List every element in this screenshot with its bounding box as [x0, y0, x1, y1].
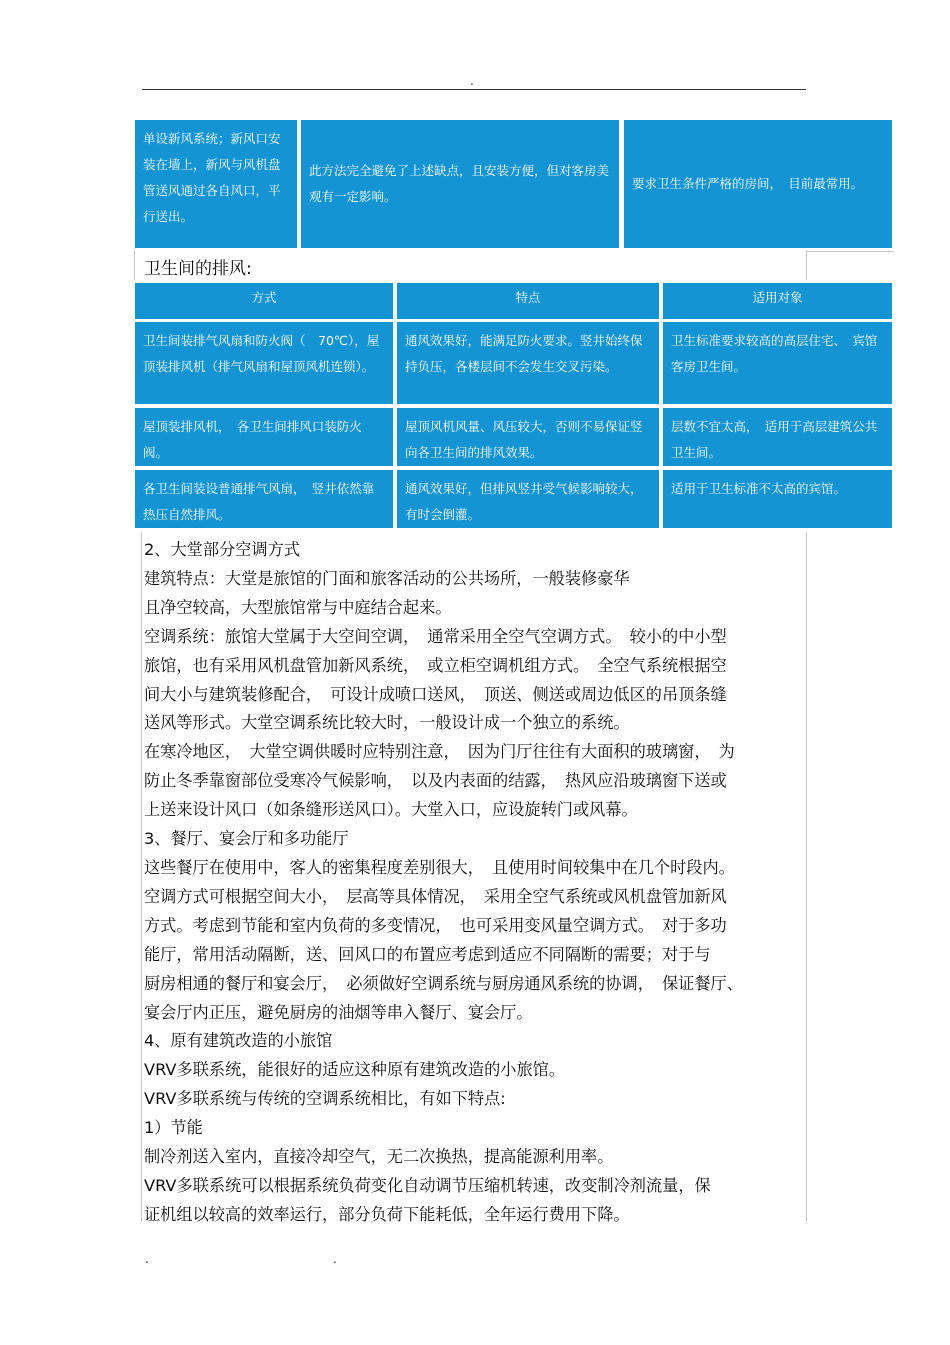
- border-line: [134, 250, 135, 280]
- paragraph-line: VRV多联系统可以根据系统负荷变化自动调节压缩机转速，改变制冷剂流量，保: [144, 1175, 711, 1195]
- heading-restaurant: 3、餐厅、宴会厅和多功能厅: [144, 829, 349, 849]
- table-cell: 层数不宜太高， 适用于高层建筑公共卫生间。: [663, 408, 892, 466]
- table-cell: 卫生标准要求较高的高层住宅、 宾馆客房卫生间。: [663, 322, 892, 404]
- heading-small-hotel: 4、原有建筑改造的小旅馆: [144, 1031, 333, 1051]
- paragraph-line: VRV多联系统与传统的空调系统相比，有如下特点:: [144, 1089, 506, 1109]
- paragraph-line: 间大小与建筑装修配合， 可设计成喷口送风， 顶送、侧送或周边低区的吊顶条缝: [144, 684, 727, 704]
- paragraph-line: 厨房相通的餐厅和宴会厅， 必须做好空调系统与厨房通风系统的协调， 保证餐厅、: [144, 973, 743, 993]
- paragraph-line: 宴会厅内正压，避免厨房的油烟等串入餐厅、宴会厅。: [144, 1002, 533, 1022]
- paragraph-line: 制冷剂送入室内，直接冷却空气，无二次换热，提高能源利用率。: [144, 1147, 614, 1167]
- paragraph-line: 上送来设计风口（如条缝形送风口）。大堂入口，应设旋转门或风幕。: [144, 800, 638, 820]
- table-cell: 此方法完全避免了上述缺点，且安装方便，但对客房美观有一定影响。: [301, 120, 619, 248]
- bathroom-exhaust-title: 卫生间的排风:: [144, 259, 252, 279]
- column-header: 方式: [135, 283, 393, 319]
- paragraph-line: 空调方式可根据空间大小， 层高等具体情况， 采用全空气系统或风机盘管加新风: [144, 886, 727, 906]
- table-cell: 要求卫生条件严格的房间， 目前最常用。: [624, 120, 892, 248]
- column-header: 适用对象: [663, 283, 892, 319]
- paragraph-line: 空调系统：旅馆大堂属于大空间空调， 通常采用全空气空调方式。 较小的中小型: [144, 626, 727, 646]
- paragraph-line: 且净空较高，大型旅馆常与中庭结合起来。: [144, 597, 452, 617]
- table-cell: 各卫生间装设普通排气风扇， 竖井依然靠热压自然排风。: [135, 470, 393, 528]
- paragraph-line: 证机组以较高的效率运行，部分负荷下能耗低，全年运行费用下降。: [144, 1204, 630, 1224]
- column-header: 特点: [397, 283, 659, 319]
- paragraph-line: 这些餐厅在使用中，客人的密集程度差别很大， 且使用时间较集中在几个时段内。: [144, 857, 735, 877]
- table-cell: 通风效果好，能满足防火要求。竖井始终保持负压，各楼层间不会发生交叉污染。: [397, 322, 659, 404]
- header-rule: [142, 89, 806, 90]
- table-cell: 单设新风系统；新风口安装在墙上，新风与风机盘管送风通过各自风口，平行送出。: [135, 120, 297, 248]
- paragraph-line: 在寒冷地区， 大堂空调供暖时应特别注意， 因为门厅往往有大面积的玻璃窗， 为: [144, 742, 735, 762]
- table-cell: 屋顶装排风机， 各卫生间排风口装防火阀。: [135, 408, 393, 466]
- footer-mark-left: .: [145, 1252, 149, 1266]
- body-text: [144, 536, 808, 1230]
- paragraph-line: 建筑特点：大堂是旅馆的门面和旅客活动的公共场所，一般装修豪华: [144, 568, 630, 588]
- paragraph-line: VRV多联系统，能很好的适应这种原有建筑改造的小旅馆。: [144, 1060, 566, 1080]
- header-mark: .: [470, 74, 474, 88]
- border-line: [141, 532, 142, 1222]
- paragraph-line: 能厅，常用活动隔断，送、回风口的布置应考虑到适应不同隔断的需要；对于与: [144, 944, 711, 964]
- list-item-heading: 1）节能: [144, 1118, 203, 1138]
- paragraph-line: 方式。考虑到节能和室内负荷的多变情况， 也可采用变风量空调方式。 对于多功: [144, 915, 727, 935]
- table-cell: 通风效果好，但排风竖井受气候影响较大， 有时会倒灌。: [397, 470, 659, 528]
- border-line: [806, 250, 807, 280]
- border-line: [806, 251, 894, 252]
- table-cell: 适用于卫生标准不太高的宾馆。: [663, 470, 892, 528]
- paragraph-line: 送风等形式。大堂空调系统比较大时，一般设计成一个独立的系统。: [144, 713, 630, 733]
- footer-mark-right: .: [333, 1252, 337, 1266]
- table-cell: 屋顶风机风量、风压较大，否则不易保证竖向各卫生间的排风效果。: [397, 408, 659, 466]
- paragraph-line: 旅馆，也有采用风机盘管加新风系统， 或立柜空调机组方式。 全空气系统根据空: [144, 655, 727, 675]
- table-cell: 卫生间装排气风扇和防火阀（ 70℃），屋顶装排风机（排气风扇和屋顶风机连锁）。: [135, 322, 393, 404]
- heading-lobby: 2、大堂部分空调方式: [144, 540, 300, 559]
- paragraph-line: 防止冬季靠窗部位受寒冷气候影响， 以及内表面的结露， 热风应沿玻璃窗下送或: [144, 771, 727, 791]
